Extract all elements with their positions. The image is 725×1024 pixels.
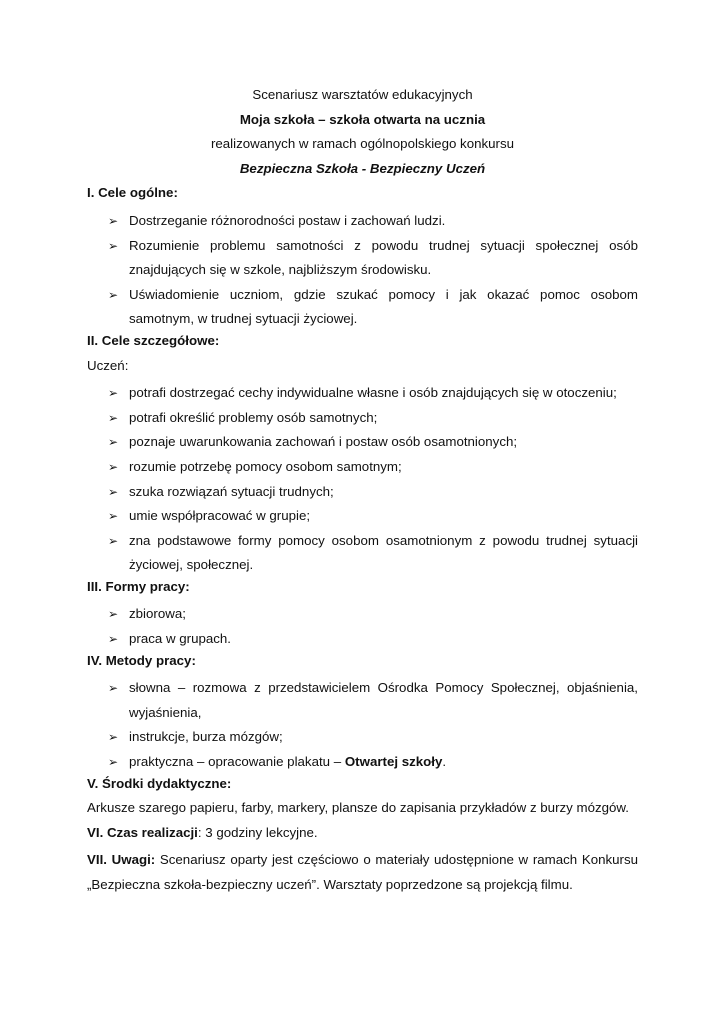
list-item: ➢ potrafi określić problemy osób samotnych; <box>87 406 638 431</box>
list-item: ➢ zna podstawowe formy pomocy osobom osamotnionym z powodu trudnej sytuacji życiowej, społecznej. <box>87 529 638 578</box>
section-heading-cele-ogolne: I. Cele ogólne: <box>87 185 178 201</box>
arrow-bullet-icon: ➢ <box>108 755 119 770</box>
list-item: ➢ Rozumienie problemu samotności z powodu trudnej sytuacji społecznej osób znajdujących się w szkole, najbliższym środowisku. <box>87 234 638 283</box>
list-item: ➢ poznaje uwarunkowania zachowań i postaw osób osamotnionych; <box>87 430 638 455</box>
arrow-bullet-icon: ➢ <box>108 410 119 425</box>
list-item: ➢ praktyczna – opracowanie plakatu – Otwartej szkoły. <box>87 750 638 775</box>
arrow-bullet-icon: ➢ <box>108 459 119 474</box>
arrow-bullet-icon: ➢ <box>108 509 119 524</box>
cele-szczegolowe-intro: Uczeń: <box>87 357 129 373</box>
list-item: ➢ szuka rozwiązań sytuacji trudnych; <box>87 480 638 505</box>
list-item: ➢ rozumie potrzebę pomocy osobom samotnym; <box>87 455 638 480</box>
arrow-bullet-icon: ➢ <box>108 386 119 401</box>
arrow-bullet-icon: ➢ <box>108 533 119 548</box>
list-item: ➢ instrukcje, burza mózgów; <box>87 725 638 750</box>
list-item: ➢ Dostrzeganie różnorodności postaw i zachowań ludzi. <box>87 209 638 234</box>
arrow-bullet-icon: ➢ <box>108 287 119 302</box>
section-heading-formy-pracy: III. Formy pracy: <box>87 578 190 594</box>
list-item: ➢ umie współpracować w grupie; <box>87 504 638 529</box>
list-item: ➢ Uświadomienie uczniom, gdzie szukać pomocy i jak okazać pomoc osobom samotnym, w trudnej sytuacji życiowej. <box>87 283 638 332</box>
czas-realizacji: VI. Czas realizacji: 3 godziny lekcyjne. <box>87 824 318 840</box>
arrow-bullet-icon: ➢ <box>108 484 119 499</box>
arrow-bullet-icon: ➢ <box>108 632 119 647</box>
uwagi-paragraph: VII. Uwagi: Scenariusz oparty jest częściowo o materiały udostępnione w ramach Konkursu „Bezpieczna szkoła-bezpieczny uczeń”. Warsztaty poprzedzone są projekcją filmu. <box>87 852 638 892</box>
formy-pracy-list <box>87 602 638 651</box>
list-item: ➢ zbiorowa; <box>87 602 638 627</box>
title-main: Moja szkoła – szkoła otwarta na ucznia <box>239 111 486 127</box>
competition-name: Bezpieczna Szkoła - Bezpieczny Uczeń <box>239 160 486 176</box>
arrow-bullet-icon: ➢ <box>108 435 119 450</box>
cele-ogolne-list <box>87 209 638 332</box>
title-line-1: Scenariusz warsztatów edukacyjnych <box>252 87 473 102</box>
section-heading-metody-pracy: IV. Metody pracy: <box>87 652 196 668</box>
metody-pracy-list <box>87 676 638 774</box>
arrow-bullet-icon: ➢ <box>108 730 119 745</box>
cele-szczegolowe-list <box>87 381 638 578</box>
srodki-text: Arkusze szarego papieru, farby, markery, plansze do zapisania przykładów z burzy mózgów. <box>87 800 629 816</box>
title-line-3: realizowanych w ramach ogólnopolskiego konkursu <box>210 136 515 152</box>
list-item: ➢ słowna – rozmowa z przedstawicielem Ośrodka Pomocy Społecznej, objaśnienia, wyjaśnienia, <box>87 676 638 725</box>
arrow-bullet-icon: ➢ <box>108 213 119 228</box>
document-page <box>87 86 638 898</box>
arrow-bullet-icon: ➢ <box>108 607 119 622</box>
otwartej-szkoly-emphasis: Otwartej szkoły <box>344 754 443 770</box>
arrow-bullet-icon: ➢ <box>108 238 119 253</box>
arrow-bullet-icon: ➢ <box>108 681 119 696</box>
list-item: ➢ potrafi dostrzegać cechy indywidualne własne i osób znajdujących się w otoczeniu; <box>87 381 638 406</box>
section-heading-cele-szczegolowe: II. Cele szczegółowe: <box>87 332 220 348</box>
section-heading-srodki: V. Środki dydaktyczne: <box>87 775 232 791</box>
list-item: ➢ praca w grupach. <box>87 627 638 652</box>
